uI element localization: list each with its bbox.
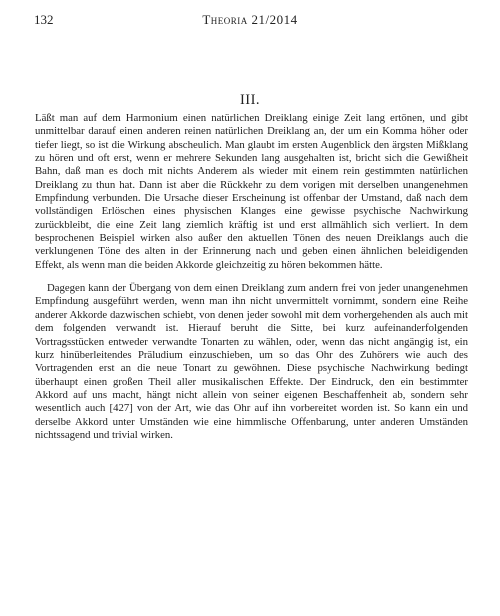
paragraph-2: Dagegen kann der Übergang von dem einen Dreiklang zum andern frei von jeder unangenehmen Empfindung ausgeführt werden, wenn man ihn nicht unvermittelt vornimmt, sondern eine Reihe anderer Akkorde dazwischen schiebt, von denen jeder sowohl mit dem vorhergehenden als auch mit dem folgenden verwandt ist. Hierauf beruht die Sitte, bei kurz aufeinanderfolgenden Vortragsstücken entweder verwandte Tonarten zu wählen, oder, wenn das nicht angängig ist, ein kurz hinüberleitendes Präludium einzuschieben, um so das Ohr des Zuhörers wie auch des Vortragenden erst an die neue Tonart zu gewöhnen. Diese psychische Nachwirkung bedingt überhaupt einen großen Theil aller musikalischen Effekte. Der Eindruck, den ein bestimmter Akkord auf uns macht, hängt nicht allein von seiner eigenen Beschaffenheit ab, sondern sehr wesentlich auch [427] von der Art, wie das Ohr auf ihn vorbereitet worden ist. So kann ein und derselbe Akkord unter Umständen wie eine himmlische Offenbarung, unter anderen Umständen nichtssagend und trivial wirken. — [35, 282, 468, 441]
paragraph-1: Läßt man auf dem Harmonium einen natürlichen Dreiklang einige Zeit lang ertönen, und gibt unmittelbar darauf einen anderen reinen natürlichen Dreiklang an, der um ein Komma höher oder tiefer liegt, so ist die Wirkung abscheulich. Man glaubt im ersten Augenblick den ärgsten Mißklang zu hören und oft erst, wenn er mehrere Sekunden lang ausgehalten ist, bricht sich die Gewißheit Bahn, daß man es doch mit nichts Anderem als wieder mit einem rein gestimmten natürlichen Dreiklang zu thun hat. Dann ist aber die Rückkehr zu dem vorigen mit derselben unangenehmen Empfindung verbunden. Die Ursache dieser Erscheinung ist offenbar der Umstand, daß nach dem vollständigen Erlöschen eines physischen Klanges eine gewisse psychische Nachwirkung zurückbleibt, die eine Zeit lang ziemlich kräftig ist und erst allmählich sich verliert. In dem besprochenen Beispiel wirken also außer den aktuellen Tönen des neuen Dreiklangs auch die verklungenen Töne des alten in der Erinnerung nach und geben einen ähnlichen beleidigenden Effekt, als wenn man die beiden Akkorde gleichzeitig zu hören bekommen hätte. — [35, 112, 468, 271]
section-heading: III. — [239, 92, 261, 108]
running-head: Theoria 21/2014 — [202, 12, 298, 27]
page-number: 132 — [34, 12, 54, 27]
body-text — [35, 112, 468, 442]
